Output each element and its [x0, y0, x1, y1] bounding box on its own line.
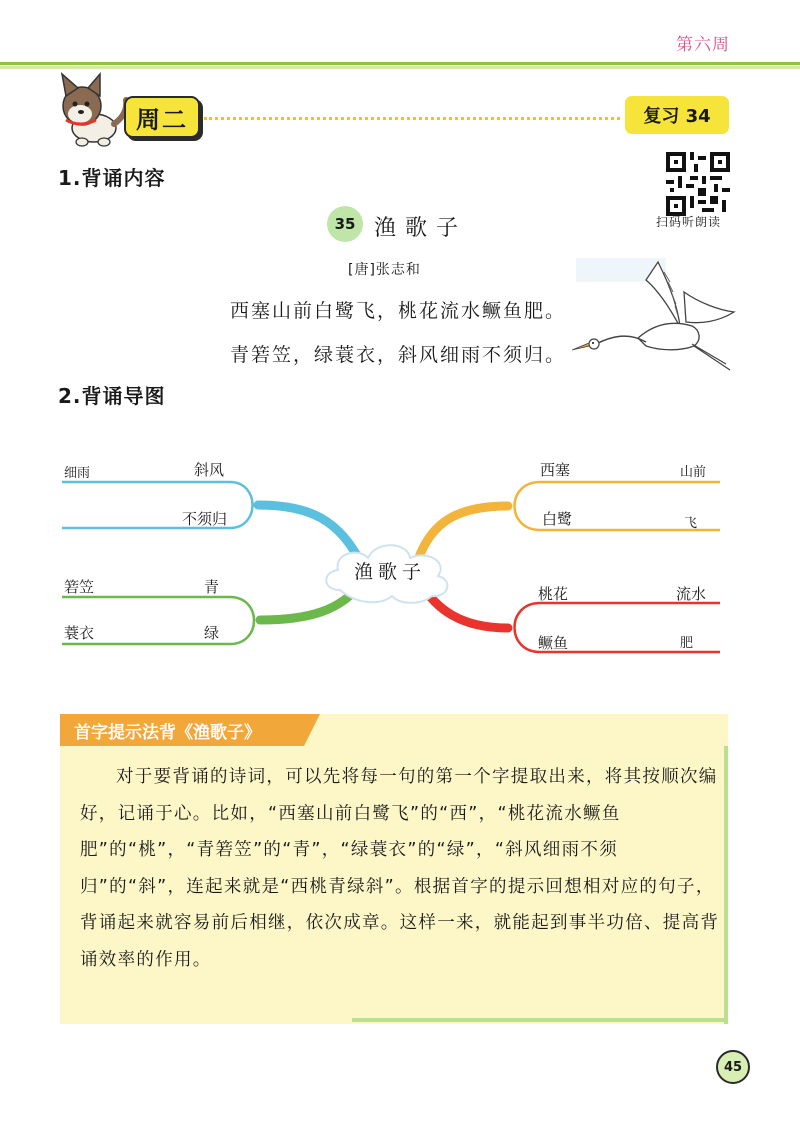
section-title-recite-content: 1.背诵内容	[58, 166, 166, 190]
poem-title: 渔歌子	[374, 216, 468, 241]
tip-box-edge	[724, 746, 728, 1024]
dotted-divider	[204, 117, 620, 120]
mind-map-word: 流水	[676, 585, 707, 603]
page-number: 45	[716, 1050, 750, 1084]
tip-body-text: 对于要背诵的诗词，可以先将每一句的第一个字提取出来，将其按顺次编好，记诵于心。比如，“西塞山前白鹭飞”的“西”，“桃花流水鳜鱼肥”的“桃”，“青箬笠”的“青”，“绿蓑衣”的“绿”，“斜风细雨不须归”的“斜”，连起来就是“西桃青绿斜”。根据首字的提示回想相对应的句子，背诵起来就容易前后相继，依次成章。这样一来，就能起到事半功倍、提高背诵效率的作用。	[80, 767, 720, 970]
mind-map-word: 桃花	[538, 585, 569, 603]
tip-title-tab	[304, 714, 320, 746]
crane-illustration	[568, 252, 738, 382]
review-badge: 复习 34	[625, 96, 729, 134]
mind-map-word: 飞	[684, 516, 698, 531]
qr-label: 扫码听朗读	[656, 215, 722, 229]
mind-map-word: 蓑衣	[64, 624, 95, 642]
mind-map-word: 细雨	[64, 466, 91, 481]
mind-map-word: 山前	[680, 465, 707, 480]
mind-map-center: 渔歌子	[353, 560, 426, 583]
mind-map-word: 西塞	[540, 461, 571, 479]
dog-mascot-icon	[52, 72, 132, 152]
mind-map-word: 青	[204, 578, 220, 596]
week-label: 第六周	[676, 35, 730, 55]
mind-map-word: 箬笠	[64, 578, 95, 596]
mind-map-word: 绿	[204, 624, 220, 642]
mind-map-word: 不须归	[182, 510, 228, 528]
poem-line-1: 西塞山前白鹭飞，桃花流水鳜鱼肥。	[230, 300, 567, 322]
poem-number: 35	[327, 206, 363, 242]
tip-body	[80, 759, 720, 978]
tip-title: 首字提示法背《渔歌子》	[60, 714, 304, 746]
poem-author: [唐]张志和	[348, 262, 421, 278]
top-divider	[0, 62, 800, 69]
mind-map-word: 鳜鱼	[538, 634, 569, 652]
poem-line-2: 青箬笠，绿蓑衣，斜风细雨不须归。	[230, 344, 567, 366]
day-badge: 周二	[124, 96, 200, 138]
mind-map-word: 白鹭	[542, 510, 573, 528]
mind-map-word: 肥	[680, 636, 694, 651]
qr-code-icon[interactable]	[666, 152, 730, 216]
section-title-mind-map: 2.背诵导图	[58, 384, 166, 408]
mind-map-word: 斜风	[194, 461, 225, 479]
tip-box-edge	[352, 1018, 728, 1022]
